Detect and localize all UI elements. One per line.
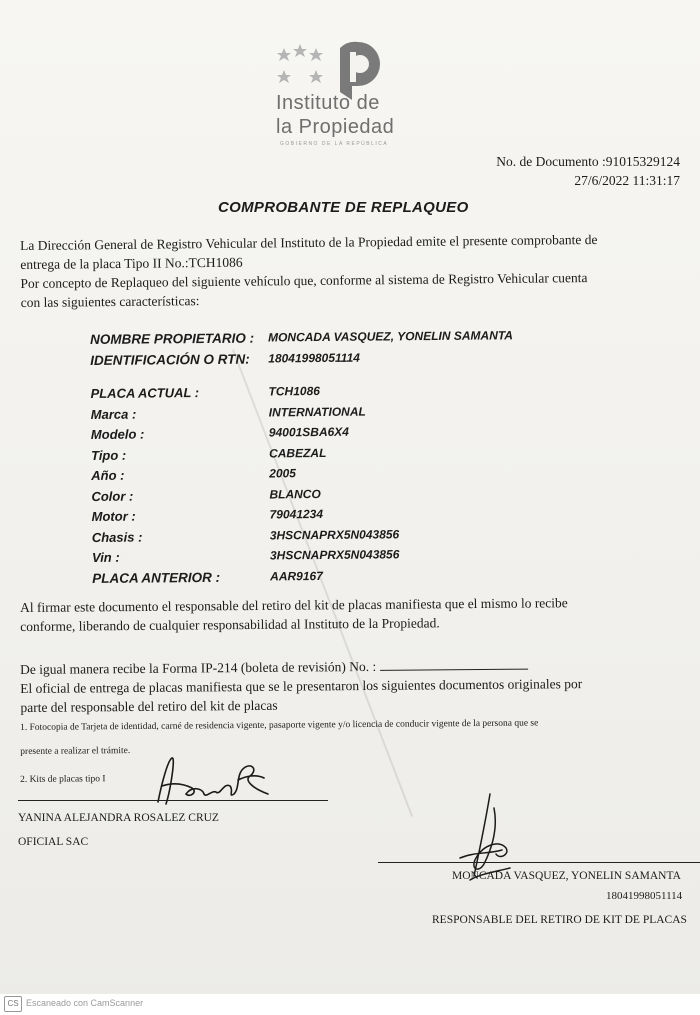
field-label: IDENTIFICACIÓN O RTN: [90,351,250,368]
responsible-role: RESPONSABLE DEL RETIRO DE KIT DE PLACAS [432,914,687,926]
field-label: PLACA ANTERIOR : [92,569,221,586]
scanner-watermark: Escaneado con CamScanner [26,998,144,1008]
field-value: MONCADA VASQUEZ, YONELIN SAMANTA [267,328,514,345]
officer-signature [140,752,290,812]
intro-line: La Dirección General de Registro Vehicular del Instituto de la Propiedad emite el presente comprobante de [20,231,598,253]
field-label: Año : [91,467,125,483]
field-value: 18041998051114 [268,350,360,365]
field-label: NOMBRE PROPIETARIO : [90,330,255,347]
field-label: PLACA ACTUAL : [90,385,200,401]
field-label: Marca : [90,406,137,422]
field-value: AAR9167 [270,568,323,583]
intro-line: entrega de la placa Tipo II No.:TCH1086 [20,254,243,272]
intro-paragraph [20,229,681,312]
responsible-signature-line [378,862,700,863]
officer-signature-line [18,800,328,801]
field-label: Modelo : [90,426,145,442]
field-label: Color : [91,488,134,504]
scanner-footer [0,994,700,1015]
intro-line: con las siguientes características: [20,293,200,310]
field-label: Tipo : [91,447,127,463]
document-datetime: 27/6/2022 11:31:17 [574,173,680,188]
forma-paragraph [20,654,680,717]
logo-text-line1: Instituto de [276,92,380,114]
document-list-text: 1. Fotocopia de Tarjeta de identidad, carné de residencia vigente, pasaporte vigente y/o licencia de conducir vigente de la persona que se [20,718,539,733]
field-value: BLANCO [269,486,321,501]
responsible-id: 18041998051114 [606,890,683,902]
logo-text-line2: la Propiedad [276,116,395,138]
institution-logo [272,40,442,155]
field-value: 94001SBA6X4 [268,424,350,440]
terms-line: conforme, liberando de cualquier responsabilidad al Instituto de la Propiedad. [20,615,440,634]
forma-line: El oficial de entrega de placas manifiesta que se le presentaron los siguientes documentos originales por [20,676,583,696]
page-title: COMPROBANTE DE REPLAQUEO [218,199,469,216]
logo-subtitle: GOBIERNO DE LA REPÚBLICA [280,141,389,147]
field-value: 79041234 [269,506,324,522]
field-value: 3HSCNAPRX5N043856 [269,547,400,563]
field-value: INTERNATIONAL [268,404,366,419]
field-label: Vin : [91,549,120,565]
forma-line-text: De igual manera recibe la Forma IP-214 (boleta de revisión) No. : [20,658,377,677]
responsible-name: MONCADA VASQUEZ, YONELIN SAMANTA [452,870,681,882]
document-list-item-2: 2. Kits de placas tipo I [20,774,106,785]
camscanner-logo-icon: CS [4,996,22,1012]
officer-name: YANINA ALEJANDRA ROSALEZ CRUZ [18,812,219,824]
forma-line: parte del responsable del retiro del kit de placas [20,697,278,715]
document-number: No. de Documento :91015329124 [496,154,680,169]
officer-role: OFICIAL SAC [18,836,89,848]
document-list-text: presente a realizar el trámite. [20,746,131,757]
terms-line: Al firmar este documento el responsable del retiro del kit de placas manifiesta que el mismo lo recibe [20,595,568,615]
forma-number-blank [380,657,528,671]
field-value: CABEZAL [269,445,327,460]
document-list-item-1 [20,716,680,759]
field-value: 2005 [269,466,297,481]
field-value: 3HSCNAPRX5N043856 [269,526,400,542]
field-label: Chasis : [91,529,143,545]
field-label: Motor : [91,508,136,524]
terms-paragraph [20,592,680,636]
logo-emblem-icon [272,40,442,100]
vehicle-fields [90,328,514,591]
field-value: TCH1086 [268,383,320,399]
document-number-block [496,152,680,190]
intro-line: Por concepto de Replaqueo del siguiente vehículo que, conforme al sistema de Registro Vehicular cuenta [20,270,588,291]
